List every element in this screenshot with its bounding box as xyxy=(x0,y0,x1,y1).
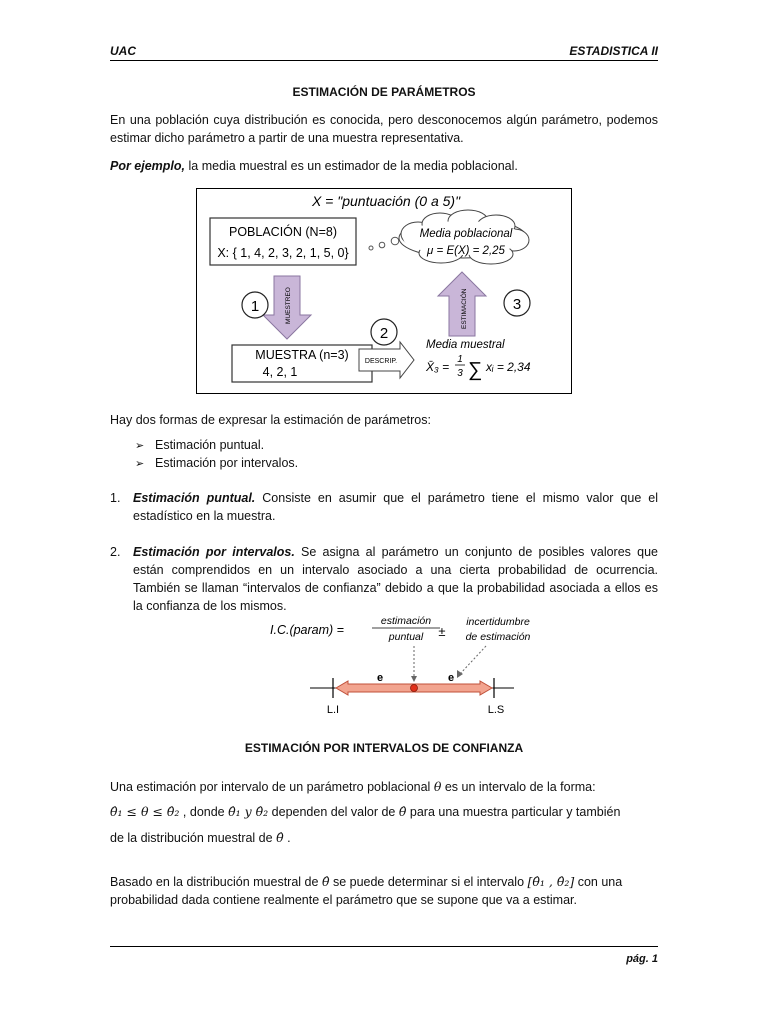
text-segment: . xyxy=(283,831,291,845)
theta-hat-symbol: θ̂ xyxy=(398,804,407,819)
text-segment: de la distribución muestral de xyxy=(110,831,277,845)
step1-label: 1 xyxy=(250,298,260,315)
item-lead: Estimación puntual. xyxy=(133,491,256,505)
text-segment: , donde xyxy=(179,805,229,819)
page-number: pág. 1 xyxy=(626,953,658,965)
header-rule xyxy=(110,60,658,61)
item-lead: Estimación por intervalos. xyxy=(133,545,295,559)
forms-intro: Hay dos formas de expresar la estimación de parámetros: xyxy=(110,413,431,427)
est-line1: estimación xyxy=(380,615,432,627)
ls-label: L.S xyxy=(487,704,505,716)
bullet-text: Estimación puntual. xyxy=(155,438,265,452)
text-segment: Basado en la distribución muestral de xyxy=(110,875,322,889)
theta-symbol: θ xyxy=(433,779,442,794)
item-text: Se asigna al parámetro un conjunto de posibles valores que están comprendidos en un intervalo asociado a una cierta probabilidad de ocurrencia. También se llaman “intervalos de confianza” debido a que la probabilidad asociada a ellos es la confianza de los mismos. xyxy=(133,545,658,614)
poblacion-values: X: { 1, 4, 2, 3, 2, 1, 5, 0} xyxy=(217,246,349,260)
footer-rule xyxy=(110,946,658,947)
cloud-line1: Media poblacional xyxy=(419,228,513,240)
incertidumbre-pointer xyxy=(460,646,486,674)
interval-expression: [θ̂₁ , θ̂₂] xyxy=(527,874,575,889)
item-text: Consiste en asumir que el parámetro tiene el mismo valor que el estadístico en la muestra. xyxy=(133,491,659,524)
variable-definition: X = "puntuación (0 a 5)" xyxy=(311,193,461,209)
intro-paragraph: En una población cuya distribución es conocida, pero desconocemos algún parámetro, podemos estimar dicho parámetro a partir de una muestra representativa. xyxy=(110,113,658,146)
formula-rhs: xᵢ = 2,34 xyxy=(486,360,531,374)
inequality-expression: θ̂₁ ≤ θ ≤ θ̂₂ xyxy=(110,804,180,819)
cloud-line2: μ = E(X) = 2,25 xyxy=(427,245,505,257)
theta-hat-symbol: θ̂ xyxy=(321,874,330,889)
e-left-label: e xyxy=(376,672,384,684)
text-segment: con una xyxy=(574,875,623,889)
text-segment: para una muestra particular y también xyxy=(406,805,621,819)
point-estimate-dot xyxy=(411,685,418,692)
li-label: L.I xyxy=(326,704,340,716)
muestra-title: MUESTRA (n=3) xyxy=(255,348,349,362)
bullet-item xyxy=(135,454,298,473)
inc-line2: de estimación xyxy=(465,631,531,643)
page-title: ESTIMACIÓN DE PARÁMETROS xyxy=(292,85,476,99)
theta-bounds: θ̂₁ y θ̂₂ xyxy=(228,804,269,819)
arrow-bullet-icon: ➢ xyxy=(135,440,145,452)
basado-paragraph-line2: probabilidad dada contiene realmente el parámetro que se supone que va a estimar. xyxy=(110,893,577,907)
estimation-diagram xyxy=(196,188,572,394)
example-rest: la media muestral es un estimador de la media poblacional. xyxy=(185,159,518,173)
inc-line1: incertidumbre xyxy=(466,616,530,628)
item-number: 1. xyxy=(110,491,121,505)
formula-den: 3 xyxy=(457,368,463,379)
step3-label: 3 xyxy=(512,296,522,313)
media-muestral-label: Media muestral xyxy=(426,339,505,351)
ic-lhs: I.C.(param) = xyxy=(270,623,344,637)
list-item-intervalos xyxy=(110,543,658,616)
bullet-text: Estimación por intervalos. xyxy=(155,456,299,470)
example-lead: Por ejemplo, xyxy=(110,159,186,173)
arrow-bullet-icon: ➢ xyxy=(135,458,145,470)
inequality-line xyxy=(110,803,658,821)
distribution-line xyxy=(110,829,658,847)
estimacion-label: ESTIMACIÓN xyxy=(461,288,468,329)
text-segment: dependen del valor de xyxy=(268,805,399,819)
left-e-arrow-icon xyxy=(336,681,414,695)
definition-line xyxy=(110,778,658,796)
header-left: UAC xyxy=(110,44,136,58)
est-line2: puntual xyxy=(388,631,424,643)
section-title: ESTIMACIÓN POR INTERVALOS DE CONFIANZA xyxy=(244,741,524,755)
pm-sign: ± xyxy=(438,624,446,639)
header-right: ESTADISTICA II xyxy=(569,44,658,58)
text-segment: es un intervalo de la forma: xyxy=(441,780,596,794)
text-segment: se puede determinar si el intervalo xyxy=(329,875,528,889)
basado-paragraph xyxy=(110,873,658,891)
muestra-values: 4, 2, 1 xyxy=(262,365,298,379)
poblacion-title: POBLACIÓN (N=8) xyxy=(228,225,338,239)
interval-diagram xyxy=(268,612,548,724)
formula-lhs: X̄₃ = xyxy=(426,360,450,374)
e-right-label: e xyxy=(447,672,455,684)
formula-num: 1 xyxy=(457,354,463,365)
formula-sum: ∑ xyxy=(468,359,483,381)
bullet-item xyxy=(135,436,264,455)
theta-hat-symbol: θ̂ xyxy=(276,830,284,845)
text-segment: Una estimación por intervalo de un parámetro poblacional xyxy=(110,780,434,794)
list-item-puntual xyxy=(110,489,658,525)
descrip-label: DESCRIP. xyxy=(364,358,398,365)
example-paragraph xyxy=(110,157,658,175)
step2-label: 2 xyxy=(379,325,389,342)
muestreo-label: MUESTREO xyxy=(285,287,292,324)
item-number: 2. xyxy=(110,545,121,559)
